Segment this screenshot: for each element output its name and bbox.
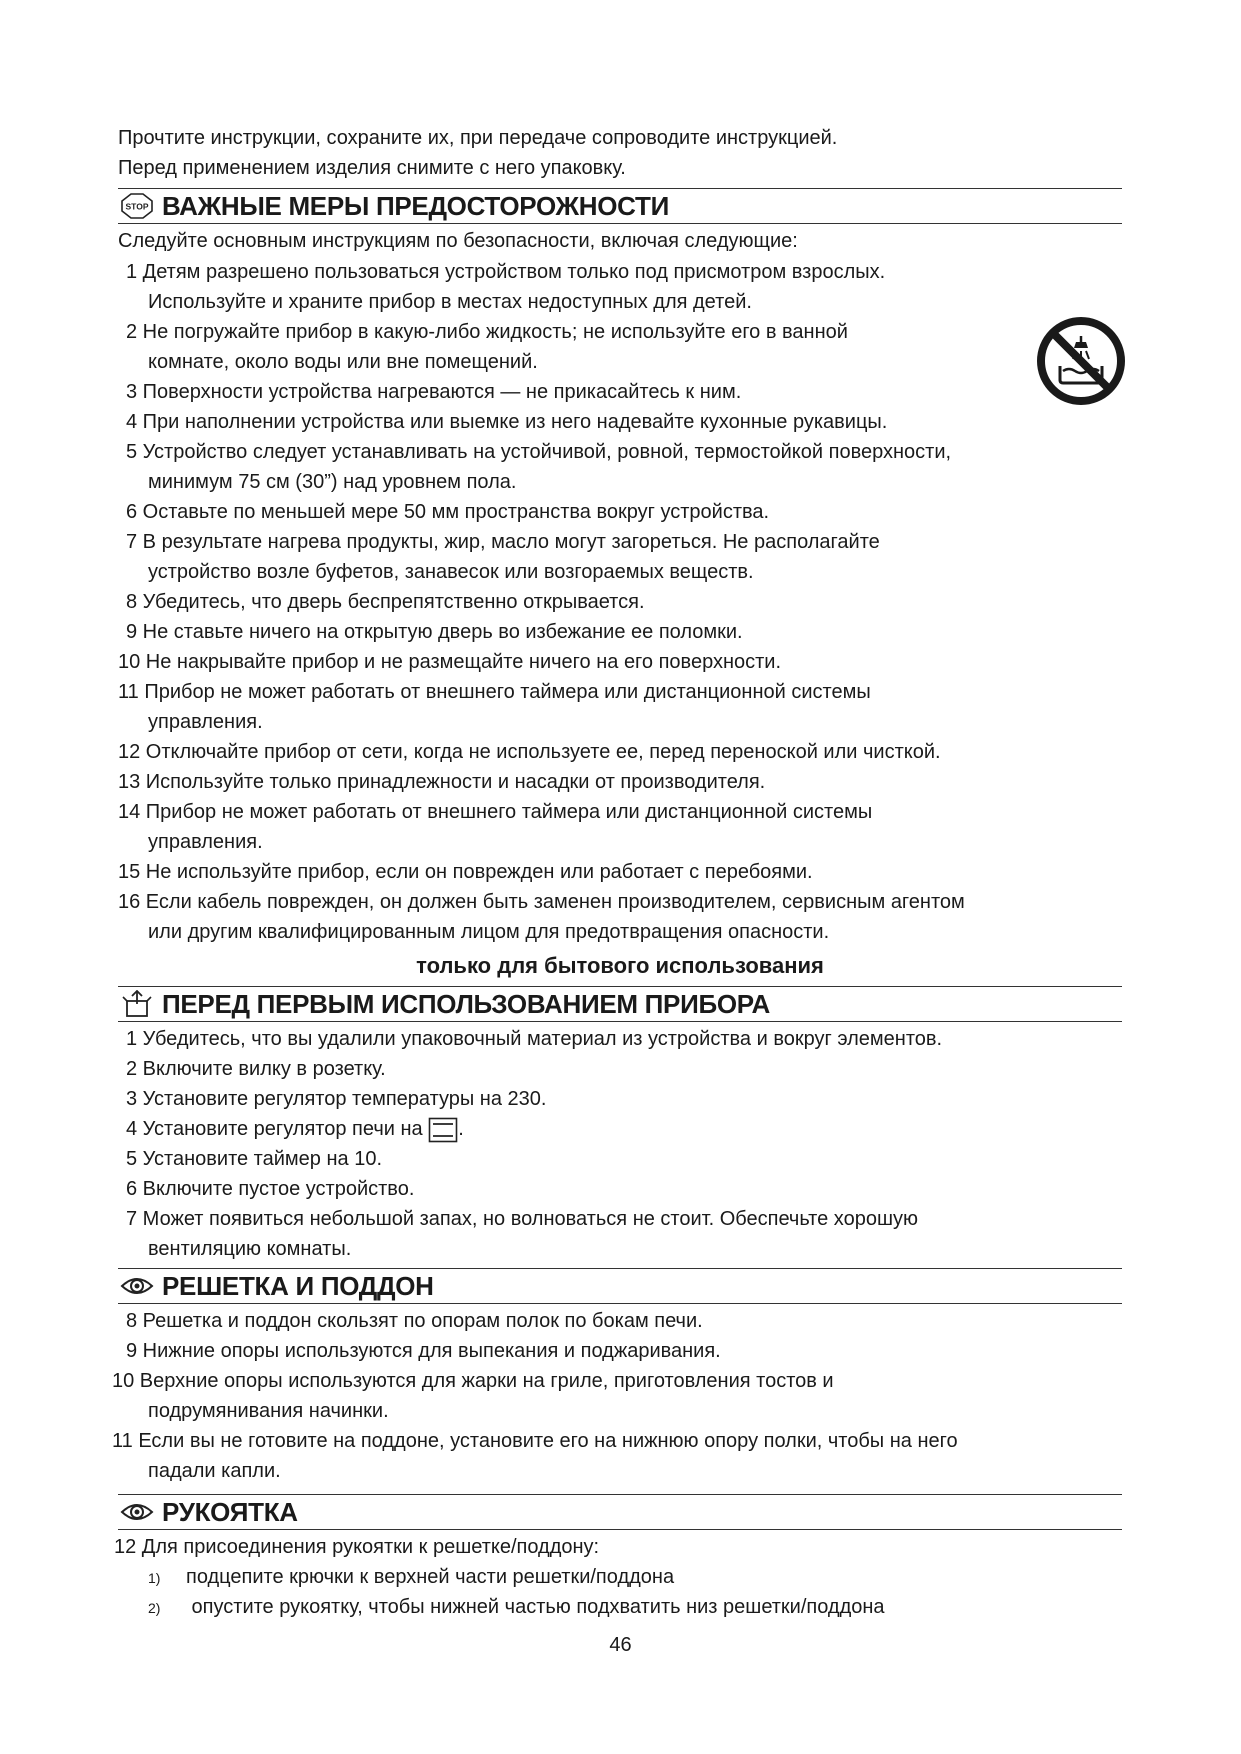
first-use-item-4-suffix: . bbox=[458, 1118, 464, 1140]
safety-item-10: 10 Не накрывайте прибор и не размещайте ничего на его поверхности. bbox=[118, 651, 782, 673]
handle-subitem-1-number: 1) bbox=[148, 1570, 161, 1586]
rack-title: РЕШЕТКА И ПОДДОН bbox=[162, 1270, 434, 1301]
eye-icon bbox=[120, 1272, 154, 1300]
safety-title: ВАЖНЫЕ МЕРЫ ПРЕДОСТОРОЖНОСТИ bbox=[162, 190, 669, 221]
intro-line-1: Прочтите инструкции, сохраните их, при передаче сопроводите инструкцией. bbox=[118, 127, 838, 149]
safety-item-7: 7 В результате нагрева продукты, жир, масло могут загореться. Не располагайте bbox=[126, 531, 880, 553]
safety-header bbox=[118, 188, 1122, 224]
safety-item-11-cont: управления. bbox=[148, 711, 263, 733]
handle-subitem-2-text: опустите рукоятку, чтобы нижней частью подхватить низ решетки/поддона bbox=[186, 1596, 885, 1618]
handle-item-12: 12 Для присоединения рукоятки к решетке/поддону: bbox=[114, 1536, 600, 1558]
safety-item-3: 3 Поверхности устройства нагреваются — не прикасайтесь к ним. bbox=[126, 381, 742, 403]
safety-item-7-cont: устройство возле буфетов, занавесок или возгораемых веществ. bbox=[148, 561, 754, 583]
handle-subitem-2-number: 2) bbox=[148, 1600, 161, 1616]
safety-item-12: 12 Отключайте прибор от сети, когда не используете ее, перед переноской или чисткой. bbox=[118, 741, 941, 763]
handle-subitem-2 bbox=[148, 1592, 885, 1623]
safety-item-16-cont: или другим квалифицированным лицом для предотвращения опасности. bbox=[148, 921, 830, 943]
first-use-item-2: 2 Включите вилку в розетку. bbox=[126, 1058, 386, 1080]
no-water-immersion-icon bbox=[1036, 316, 1126, 406]
eye-icon bbox=[120, 1498, 154, 1526]
first-use-item-6: 6 Включите пустое устройство. bbox=[126, 1178, 415, 1200]
first-use-item-7: 7 Может появиться небольшой запах, но волноваться не стоит. Обеспечьте хорошую bbox=[126, 1208, 918, 1230]
safety-item-5: 5 Устройство следует устанавливать на устойчивой, ровной, термостойкой поверхности, bbox=[126, 441, 952, 463]
stop-icon bbox=[120, 192, 154, 220]
first-use-item-3: 3 Установите регулятор температуры на 230. bbox=[126, 1088, 547, 1110]
svg-text:STOP: STOP bbox=[125, 201, 149, 212]
first-use-item-7-cont: вентиляцию комнаты. bbox=[148, 1238, 352, 1260]
unpack-box-icon bbox=[120, 990, 154, 1018]
safety-item-16: 16 Если кабель поврежден, он должен быть заменен производителем, сервисным агентом bbox=[118, 891, 965, 913]
safety-item-14-cont: управления. bbox=[148, 831, 263, 853]
rack-item-11-cont: падали капли. bbox=[148, 1460, 281, 1482]
safety-item-14: 14 Прибор не может работать от внешнего таймера или дистанционной системы bbox=[118, 801, 873, 823]
safety-item-1: 1 Детям разрешено пользоваться устройством только под присмотром взрослых. bbox=[126, 261, 886, 283]
rack-item-10: 10 Верхние опоры используются для жарки на гриле, приготовления тостов и bbox=[112, 1370, 834, 1392]
safety-lead: Следуйте основным инструкциям по безопасности, включая следующие: bbox=[118, 230, 798, 252]
safety-item-4: 4 При наполнении устройства или выемке из него надевайте кухонные рукавицы. bbox=[126, 411, 888, 433]
safety-item-8: 8 Убедитесь, что дверь беспрепятственно открывается. bbox=[126, 591, 645, 613]
handle-subitem-1-text: подцепите крючки к верхней части решетки/поддона bbox=[186, 1566, 675, 1588]
safety-item-1-cont: Используйте и храните прибор в местах недоступных для детей. bbox=[148, 291, 752, 313]
household-use-note: только для бытового использования bbox=[416, 953, 824, 978]
safety-item-2: 2 Не погружайте прибор в какую-либо жидкость; не используйте его в ванной bbox=[126, 321, 848, 343]
rack-item-11: 11 Если вы не готовите на поддоне, установите его на нижнюю опору полки, чтобы на него bbox=[112, 1430, 958, 1452]
safety-item-13: 13 Используйте только принадлежности и насадки от производителя. bbox=[118, 771, 766, 793]
intro-line-2: Перед применением изделия снимите с него упаковку. bbox=[118, 157, 626, 179]
first-use-item-4 bbox=[126, 1114, 464, 1144]
safety-item-9: 9 Не ставьте ничего на открытую дверь во избежание ее поломки. bbox=[126, 621, 743, 643]
handle-header bbox=[118, 1494, 1122, 1530]
rack-item-8: 8 Решетка и поддон скользят по опорам полок по бокам печи. bbox=[126, 1310, 703, 1332]
first-use-header bbox=[118, 986, 1122, 1022]
safety-item-15: 15 Не используйте прибор, если он поврежден или работает с перебоями. bbox=[118, 861, 813, 883]
page-number: 46 bbox=[609, 1634, 632, 1656]
handle-subitem-1 bbox=[148, 1562, 674, 1593]
top-bottom-heat-icon bbox=[428, 1117, 458, 1143]
rack-header bbox=[118, 1268, 1122, 1304]
rack-item-10-cont: подрумянивания начинки. bbox=[148, 1400, 389, 1422]
safety-item-11: 11 Прибор не может работать от внешнего таймера или дистанционной системы bbox=[118, 681, 871, 703]
first-use-title: ПЕРЕД ПЕРВЫМ ИСПОЛЬЗОВАНИЕМ ПРИБОРА bbox=[162, 988, 771, 1019]
handle-title: РУКОЯТКА bbox=[162, 1496, 298, 1527]
safety-item-2-cont: комнате, около воды или вне помещений. bbox=[148, 351, 538, 373]
rack-item-9: 9 Нижние опоры используются для выпекания и поджаривания. bbox=[126, 1340, 721, 1362]
first-use-item-4-text: 4 Установите регулятор печи на bbox=[126, 1118, 423, 1140]
safety-item-5-cont: минимум 75 см (30”) над уровнем пола. bbox=[148, 471, 517, 493]
first-use-item-1: 1 Убедитесь, что вы удалили упаковочный материал из устройства и вокруг элементов. bbox=[126, 1028, 943, 1050]
first-use-item-5: 5 Установите таймер на 10. bbox=[126, 1148, 382, 1170]
safety-item-6: 6 Оставьте по меньшей мере 50 мм пространства вокруг устройства. bbox=[126, 501, 770, 523]
